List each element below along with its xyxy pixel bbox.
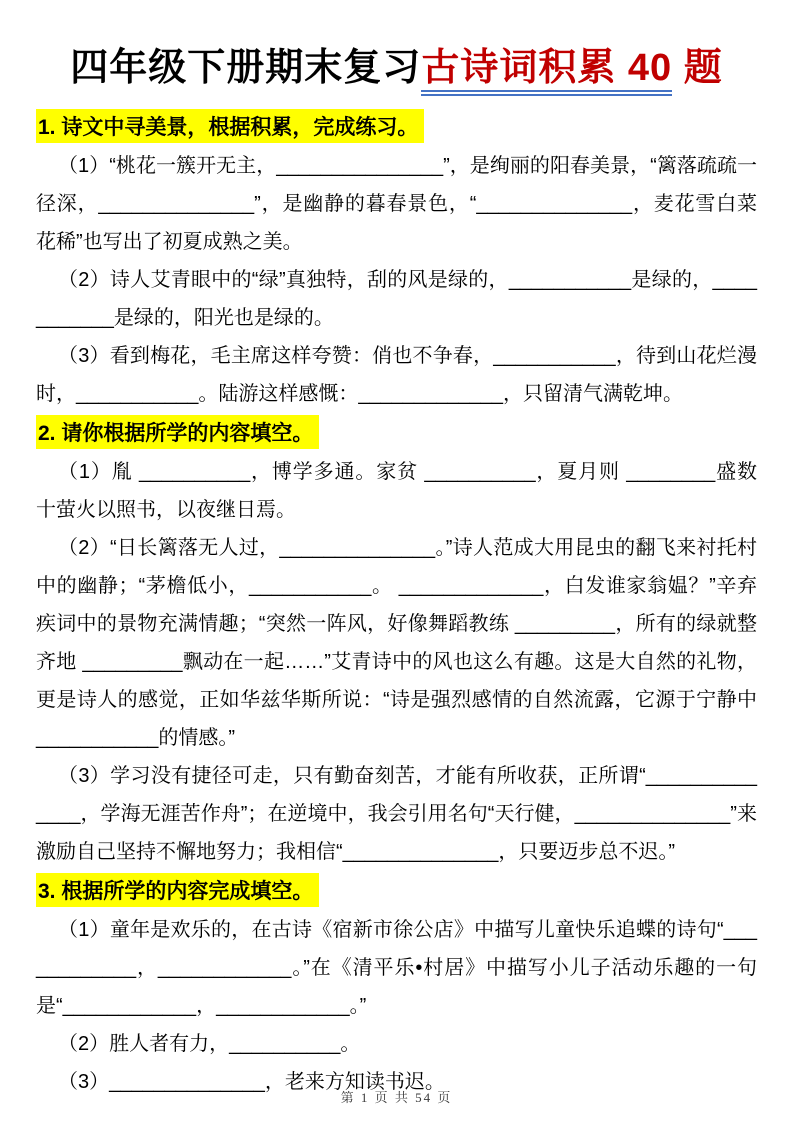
title-red-tail: 题 <box>672 47 723 89</box>
section-3-heading: 3. 根据所学的内容完成填空。 <box>36 873 319 907</box>
question-1-1: （1）“桃花一簇开无主，_______________”，是绚丽的阳春美景，“篱落疏疏一径深，______________”，是幽静的暮春景色，“______________，麦花雪白菜花稀”也写出了初夏成熟之美。 <box>36 155 757 253</box>
section-1-heading: 1. 诗文中寻美景，根据积累，完成练习。 <box>36 109 424 143</box>
question-2-3: （3）学习没有捷径可走，只有勤奋刻苦，才能有所收获，正所谓“______________，学海无涯苦作舟”；在逆境中，我会引用名句“天行健，______________”来激励自己坚持不懈地努力；我相信“______________，只要迈步总不迟。” <box>36 765 757 863</box>
page-title <box>36 36 757 91</box>
question-2-2: （2）“日长篱落无人过，______________。”诗人范成大用昆虫的翻飞来衬托村中的幽静；“茅檐低小，___________。 _____________，白发谁家翁媪？”辛弃疾词中的景物充满情趣；“突然一阵风，好像舞蹈教练 _________，所有的绿就整齐地 _________飘动在一起……”艾青诗中的风也这么有趣。这是大自然的礼物，更是诗人的感觉，正如华兹华斯所说：“诗是强烈感情的自然流露，它源于宁静中 ___________的情感。” <box>36 537 757 749</box>
question-3-3: （3）______________，老来方知读书迟。 <box>58 1071 445 1093</box>
section-2-heading-row <box>36 415 757 449</box>
section-1-heading-row <box>36 109 757 143</box>
title-black-part: 四年级下册期末复习 <box>70 47 422 89</box>
question-2-1: （1）胤 __________，博学多通。家贫 __________，夏月则 ________盛数十萤火以照书，以夜继日焉。 <box>36 461 757 521</box>
section-3 <box>36 873 757 1101</box>
question-3-1: （1）童年是欢乐的，在古诗《宿新市徐公店》中描写儿童快乐追蝶的诗句“____________，____________。”在《清平乐•村居》中描写小儿子活动乐趣的一句是“____________，____________。” <box>36 919 757 1017</box>
section-1 <box>36 109 757 413</box>
page-number-footer: 第 1 页 共 54 页 <box>340 1090 453 1105</box>
title-red-underlined-part: 古诗词积累 40 <box>421 47 672 96</box>
question-1-3: （3）看到梅花，毛主席这样夸赞：俏也不争春，___________，待到山花烂漫时，___________。陆游这样感慨：_____________，只留清气满乾坤。 <box>36 345 757 405</box>
section-2-heading: 2. 请你根据所学的内容填空。 <box>36 415 319 449</box>
question-1-2: （2）诗人艾青眼中的“绿”真独特，刮的风是绿的，___________是绿的，___________是绿的，阳光也是绿的。 <box>36 269 757 329</box>
section-3-heading-row <box>36 873 757 907</box>
section-2 <box>36 415 757 871</box>
question-3-2: （2）胜人者有力，__________。 <box>58 1033 361 1055</box>
